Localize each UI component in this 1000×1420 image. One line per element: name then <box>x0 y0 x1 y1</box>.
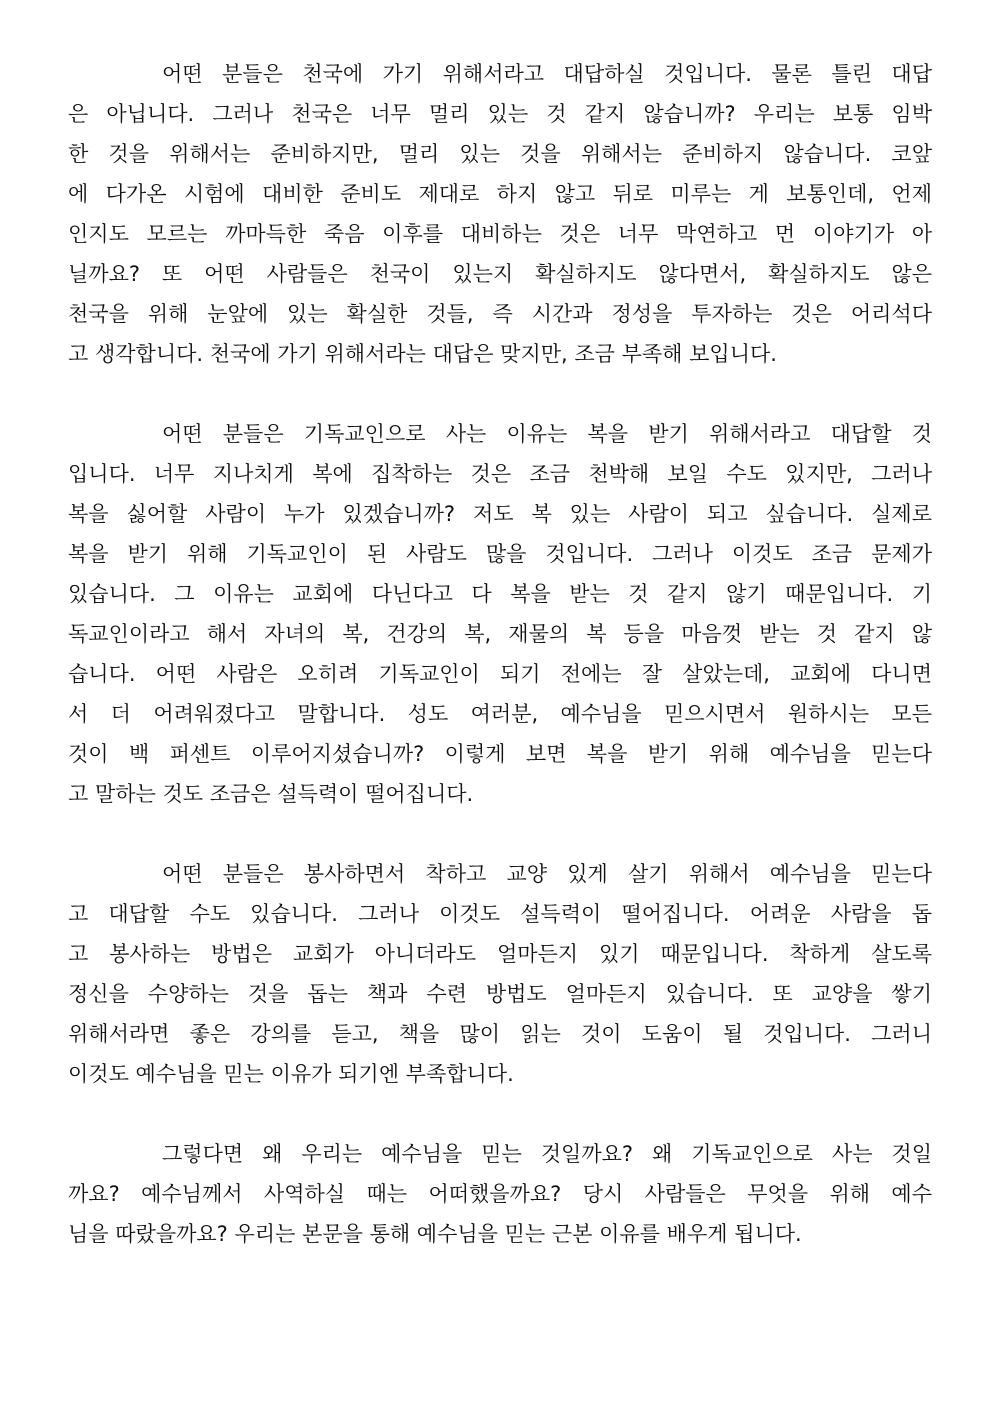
text-line: 한 것을 위해서는 준비하지만, 멀리 있는 것을 위해서는 준비하지 않습니다. 코앞 <box>68 142 932 166</box>
text-line: 고 말하는 것도 조금은 설득력이 떨어집니다. <box>68 782 474 806</box>
text-line: 것이 백 퍼센트 이루어지셨습니까? 이렇게 보면 복을 받기 위해 예수님을 믿는다 <box>68 742 932 766</box>
paragraph-service <box>68 854 932 1094</box>
text-line: 있습니다. 그 이유는 교회에 다닌다고 다 복을 받는 것 같지 않기 때문입니다. 기 <box>68 582 932 606</box>
paragraph-why-believe <box>68 1134 932 1254</box>
text-line: 까요? 예수님께서 사역하실 때는 어떠했을까요? 당시 사람들은 무엇을 위해 예수 <box>68 1182 932 1206</box>
text-line: 고 생각합니다. 천국에 가기 위해서라는 대답은 맞지만, 조금 부족해 보입니다. <box>68 342 777 366</box>
text-line: 은 아닙니다. 그러나 천국은 너무 멀리 있는 것 같지 않습니까? 우리는 보통 임박 <box>68 102 932 126</box>
text-line: 정신을 수양하는 것을 돕는 책과 수련 방법도 얼마든지 있습니다. 또 교양을 쌓기 <box>68 982 932 1006</box>
text-line: 닐까요? 또 어떤 사람들은 천국이 있는지 확실하지도 않다면서, 확실하지도 않은 <box>68 262 932 286</box>
text-line: 복을 받기 위해 기독교인이 된 사람도 많을 것입니다. 그러나 이것도 조금 문제가 <box>68 542 932 566</box>
text-line: 습니다. 어떤 사람은 오히려 기독교인이 되기 전에는 잘 살았는데, 교회에 다니면 <box>68 662 932 686</box>
text-line: 어떤 분들은 봉사하면서 착하고 교양 있게 살기 위해서 예수님을 믿는다 <box>162 862 932 886</box>
text-line: 천국을 위해 눈앞에 있는 확실한 것들, 즉 시간과 정성을 투자하는 것은 어리석다 <box>68 302 932 326</box>
text-line: 서 더 어려워졌다고 말합니다. 성도 여러분, 예수님을 믿으시면서 원하시는 모든 <box>68 702 932 726</box>
paragraph-blessing <box>68 414 932 814</box>
text-line: 어떤 분들은 천국에 가기 위해서라고 대답하실 것입니다. 물론 틀린 대답 <box>162 62 932 86</box>
text-line: 복을 싫어할 사람이 누가 있겠습니까? 저도 복 있는 사람이 되고 싶습니다. 실제로 <box>68 502 932 526</box>
text-line: 고 대답할 수도 있습니다. 그러나 이것도 설득력이 떨어집니다. 어려운 사람을 돕 <box>68 902 932 926</box>
text-line: 위해서라면 좋은 강의를 듣고, 책을 많이 읽는 것이 도움이 될 것입니다. 그러니 <box>68 1022 932 1046</box>
text-line: 님을 따랐을까요? 우리는 본문을 통해 예수님을 믿는 근본 이유를 배우게 됩니다. <box>68 1222 802 1246</box>
text-line: 입니다. 너무 지나치게 복에 집착하는 것은 조금 천박해 보일 수도 있지만, 그러나 <box>68 462 932 486</box>
document-page <box>68 54 932 1294</box>
text-line: 에 다가온 시험에 대비한 준비도 제대로 하지 않고 뒤로 미루는 게 보통인데, 언제 <box>68 182 932 206</box>
paragraph-heaven <box>68 54 932 374</box>
text-line: 독교인이라고 해서 자녀의 복, 건강의 복, 재물의 복 등을 마음껏 받는 것 같지 않 <box>68 622 932 646</box>
text-line: 그렇다면 왜 우리는 예수님을 믿는 것일까요? 왜 기독교인으로 사는 것일 <box>162 1142 932 1166</box>
text-line: 어떤 분들은 기독교인으로 사는 이유는 복을 받기 위해서라고 대답할 것 <box>162 422 932 446</box>
text-line: 고 봉사하는 방법은 교회가 아니더라도 얼마든지 있기 때문입니다. 착하게 살도록 <box>68 942 932 966</box>
text-line: 인지도 모르는 까마득한 죽음 이후를 대비하는 것은 너무 막연하고 먼 이야기가 아 <box>68 222 932 246</box>
text-line: 이것도 예수님을 믿는 이유가 되기엔 부족합니다. <box>68 1062 514 1086</box>
